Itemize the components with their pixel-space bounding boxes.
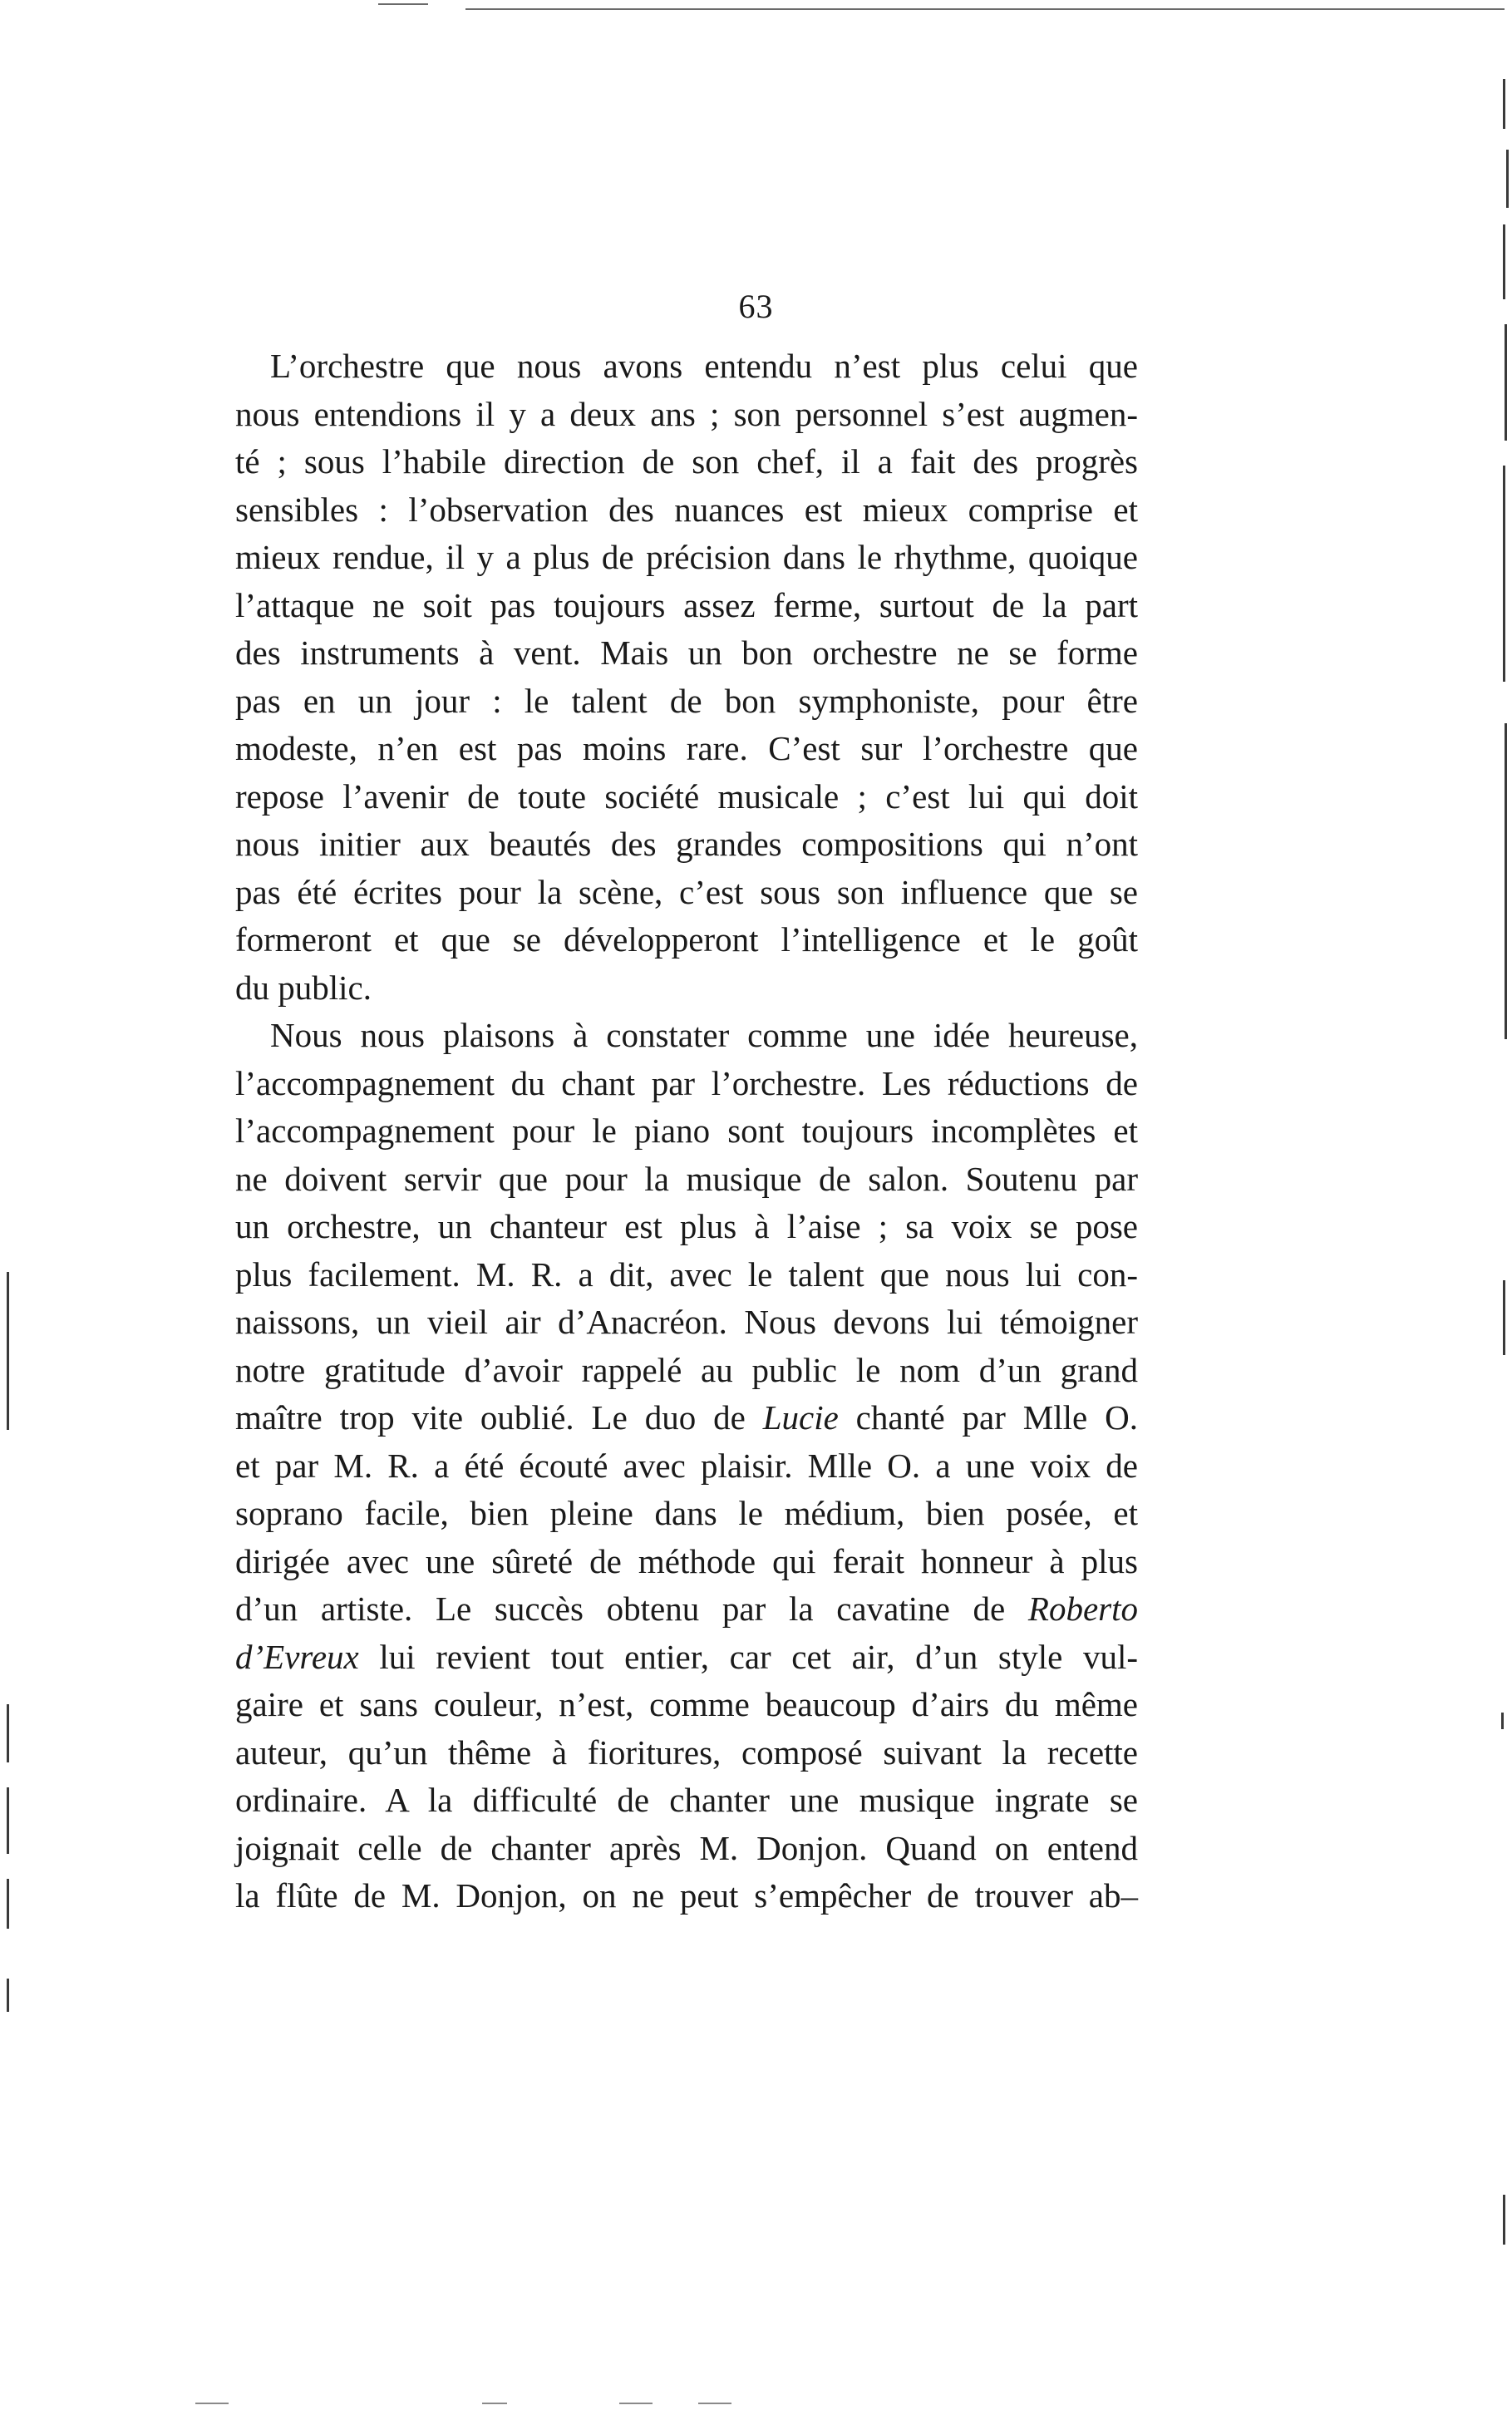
paragraph-line: d’un artiste. Le succès obtenu par la cavatine de Roberto bbox=[235, 1590, 1138, 1628]
body-text bbox=[235, 343, 1138, 1920]
paragraph-line: Nous nous plaisons à constater comme une idée heureuse, bbox=[270, 1016, 1138, 1054]
paragraph-line: soprano facile, bien pleine dans le médium, bien posée, et bbox=[235, 1494, 1138, 1532]
paragraph-line: sensibles : l’observation des nuances est mieux comprise et bbox=[235, 490, 1138, 529]
scan-mark-left-1 bbox=[7, 1272, 9, 1430]
paragraph-line: notre gratitude d’avoir rappelé au public le nom d’un grand bbox=[235, 1350, 1138, 1389]
scan-mark-right-1 bbox=[1503, 79, 1505, 129]
paragraph-line: maître trop vite oublié. Le duo de Lucie chanté par Mlle O. bbox=[235, 1398, 1138, 1437]
paragraph-line: mieux rendue, il y a plus de précision dans le rhythme, quoique bbox=[235, 538, 1138, 576]
paragraph-line: joignait celle de chanter après M. Donjon. Quand on entend bbox=[235, 1828, 1138, 1867]
paragraph-2 bbox=[235, 1012, 1138, 1920]
paragraph-line: repose l’avenir de toute société musicale ; c’est lui qui doit bbox=[235, 776, 1138, 816]
scan-bottom-dash-4 bbox=[698, 2403, 731, 2404]
paragraph-line: plus facilement. M. R. a dit, avec le talent que nous lui con- bbox=[235, 1254, 1138, 1294]
paragraph-line: l’accompagnement pour le piano sont toujours incomplètes et bbox=[235, 1111, 1138, 1150]
paragraph-line: et par M. R. a été écouté avec plaisir. Mlle O. a une voix de bbox=[235, 1446, 1138, 1485]
paragraph-line: dirigée avec une sûreté de méthode qui ferait honneur à plus bbox=[235, 1541, 1138, 1580]
paragraph-line: auteur, qu’un thême à fioritures, composé suivant la recette bbox=[235, 1732, 1138, 1772]
paragraph-line: L’orchestre que nous avons entendu n’est plus celui que bbox=[270, 347, 1138, 385]
paragraph-line: l’accompagnement du chant par l’orchestre. Les réductions de bbox=[235, 1063, 1138, 1102]
scan-mark-left-2 bbox=[7, 1704, 9, 1762]
paragraph-line: un orchestre, un chanteur est plus à l’aise ; sa voix se pose bbox=[235, 1207, 1138, 1245]
page-number: 63 bbox=[738, 288, 774, 325]
scan-bottom-dash-2 bbox=[482, 2403, 507, 2404]
scan-mark-right-2 bbox=[1506, 150, 1509, 208]
scan-bottom-dash-1 bbox=[195, 2403, 229, 2404]
paragraph-line: naissons, un vieil air d’Anacréon. Nous devons lui témoigner bbox=[235, 1303, 1138, 1341]
paragraph-line: nous entendions il y a deux ans ; son personnel s’est augmen- bbox=[235, 394, 1138, 433]
scan-mark-right-7 bbox=[1503, 1280, 1505, 1355]
scan-bottom-dash-3 bbox=[619, 2403, 653, 2404]
scan-mark-left-3 bbox=[7, 1787, 9, 1854]
scan-edge-rule bbox=[465, 8, 1505, 10]
paragraph-line: gaire et sans couleur, n’est, comme beaucoup d’airs du même bbox=[235, 1685, 1138, 1723]
scan-mark-right-8 bbox=[1501, 1713, 1504, 1729]
scan-mark-right-6 bbox=[1505, 723, 1507, 1039]
scan-mark-right-9 bbox=[1503, 2195, 1505, 2245]
paragraph-line: modeste, n’en est pas moins rare. C’est sur l’orchestre que bbox=[235, 729, 1138, 767]
paragraph-line: pas été écrites pour la scène, c’est sous son influence que se bbox=[235, 872, 1138, 911]
paragraph-line: du public. bbox=[235, 968, 372, 1007]
paragraph-line: formeront et que se développeront l’intelligence et le goût bbox=[235, 920, 1138, 959]
paragraph-line: des instruments à vent. Mais un bon orchestre ne se forme bbox=[235, 633, 1138, 672]
scan-mark-left-4 bbox=[7, 1879, 9, 1929]
paragraph-line: pas en un jour : le talent de bon symphoniste, pour être bbox=[235, 681, 1138, 720]
paragraph-line: d’Evreux lui revient tout entier, car cet air, d’un style vul- bbox=[235, 1637, 1138, 1676]
scan-mark-right-4 bbox=[1505, 324, 1507, 441]
paragraph-line: nous initier aux beautés des grandes compositions qui n’ont bbox=[235, 825, 1138, 863]
paragraph-line: la flûte de M. Donjon, on ne peut s’empêcher de trouver ab– bbox=[235, 1876, 1138, 1915]
scan-mark-right-5 bbox=[1503, 466, 1505, 682]
scan-mark-left-5 bbox=[7, 1979, 9, 2012]
paragraph-line: l’attaque ne soit pas toujours assez ferme, surtout de la part bbox=[235, 585, 1138, 624]
scan-edge-rule-short bbox=[378, 3, 428, 5]
paragraph-line: ne doivent servir que pour la musique de salon. Soutenu par bbox=[235, 1159, 1138, 1198]
paragraph-1 bbox=[235, 343, 1138, 1012]
paragraph-line: té ; sous l’habile direction de son chef, il a fait des progrès bbox=[235, 442, 1138, 481]
paragraph-line: ordinaire. A la difficulté de chanter une musique ingrate se bbox=[235, 1781, 1138, 1819]
